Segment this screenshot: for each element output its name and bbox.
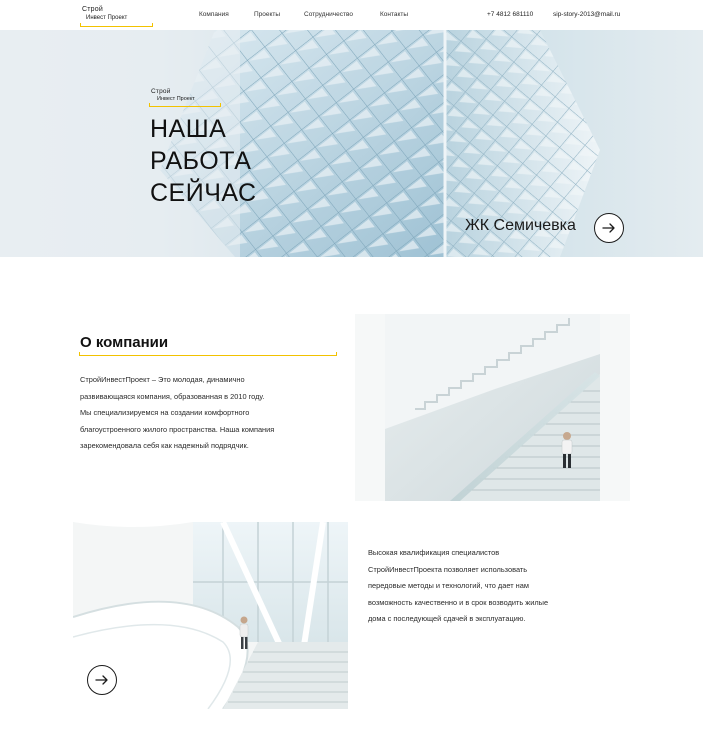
phone-link[interactable]: +7 4812 681110 <box>487 11 534 18</box>
logo-line-2: Инвест Проект <box>86 15 128 21</box>
paragraph-line: зарекомендовала себя как надежный подрядчик. <box>80 441 249 451</box>
paragraph-line: Высокая квалификация специалистов <box>368 548 500 557</box>
paragraph-line: возможность качественно и в срок возводить жилые <box>368 597 549 607</box>
next-project-button[interactable] <box>594 213 624 243</box>
paragraph-line: СтройИнвестПроекта позволяет использовать <box>368 564 528 574</box>
arrow-right-icon <box>95 673 109 687</box>
paragraph-line: передовые методы и технологий, что дает нам <box>368 581 529 591</box>
logo-tick <box>80 23 81 27</box>
underline-tick <box>79 352 80 356</box>
about-title: О компании <box>80 334 169 351</box>
logo-tick <box>152 23 153 27</box>
logo-underline <box>80 26 153 27</box>
logo-tick <box>220 103 221 107</box>
about-paragraph <box>80 372 340 455</box>
about-title-underline <box>79 355 337 356</box>
paragraph-line: Мы специализируемся на создании комфортного <box>80 408 250 418</box>
hero-title <box>150 113 370 209</box>
email-link[interactable]: sip-story-2013@mail.ru <box>553 11 621 18</box>
paragraph-line: СтройИнвестПроект – Это молодая, динамично <box>80 375 245 384</box>
nav-item-company[interactable]: Компания <box>199 11 229 18</box>
nav-item-cooperation[interactable]: Сотрудничество <box>304 11 353 18</box>
staircase-photo <box>355 314 630 501</box>
project-name: ЖК Семичевка <box>465 217 576 234</box>
logo-underline <box>149 106 221 107</box>
hero-section <box>0 30 703 257</box>
nav-item-projects[interactable]: Проекты <box>254 11 281 18</box>
hero-title-line: НАША <box>150 115 227 143</box>
logo-tick <box>149 103 150 107</box>
arrow-right-icon <box>602 221 616 235</box>
header-logo[interactable] <box>80 5 153 27</box>
nav-item-contacts[interactable]: Контакты <box>380 11 409 18</box>
hero-title-line: РАБОТА <box>150 147 252 175</box>
logo-line-1: Строй <box>82 6 103 13</box>
qualification-paragraph <box>368 545 628 628</box>
logo-line-2: Инвест Проект <box>157 96 195 102</box>
paragraph-line: благоустроенного жилого пространства. Наша компания <box>80 424 275 434</box>
site-header <box>0 0 703 30</box>
paragraph-line: дома с последующей сдачей в эксплуатацию. <box>368 614 526 624</box>
hero-logo <box>149 87 221 107</box>
hero-title-line: СЕЙЧАС <box>150 179 257 207</box>
more-button[interactable] <box>87 665 117 695</box>
underline-tick <box>336 352 337 356</box>
logo-line-1: Строй <box>151 88 171 95</box>
paragraph-line: развивающаяся компания, образованная в 2010 году. <box>80 391 265 401</box>
